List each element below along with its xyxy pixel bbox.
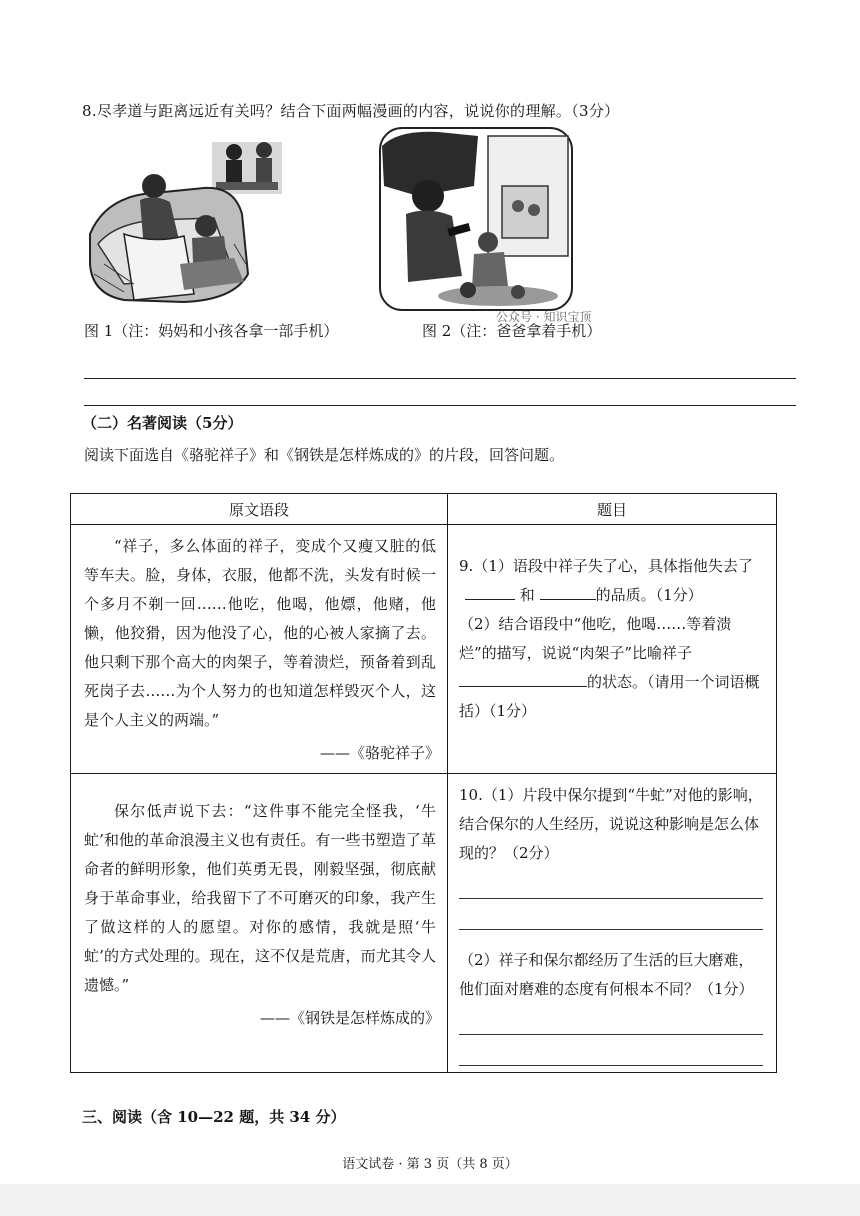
passage-1-text: “祥子，多么体面的祥子，变成个又瘦又脏的低等车夫。脸，身体，衣服，他都不洗，头发有时候一个多月不剃一回……他吃，他喝，他嫖，他赌，他懒，他狡猾，因为他没了心，他的心被人家摘了去。他只剩下那个高大的肉架子，等着溃烂，预备着到乱死岗子去……为个人努力的也知道怎样毁灭个人，这是个人主义的两端。” — [84, 537, 436, 729]
passage-2-source: ——《钢铁是怎样炼成的》 — [259, 1009, 440, 1027]
passage-2-cell — [71, 774, 448, 1073]
table-header-questions: 题目 — [448, 494, 777, 525]
reading-table — [70, 493, 777, 1073]
comic-2-illustration — [378, 126, 574, 312]
passage-1-cell — [71, 525, 448, 774]
question-10 — [449, 775, 775, 1070]
q9-blank-2[interactable] — [540, 581, 596, 600]
q9-part2-text-a: （2）结合语段中“他吃，他喝……等着溃烂”的描写，说说“肉架子”比喻祥子 — [459, 615, 732, 662]
q9-blank-3[interactable] — [459, 668, 587, 687]
figure-2-caption: 图 2（注：爸爸拿着手机） — [422, 322, 602, 340]
comic-figure-1 — [84, 124, 304, 316]
q10-answer-line-1[interactable] — [459, 868, 763, 899]
section-3-heading: 三、阅读（含 10—22 题，共 34 分） — [82, 1108, 346, 1126]
answer-line-q8-2 — [84, 405, 796, 406]
question-9-cell — [448, 525, 777, 774]
question-10-cell — [448, 774, 777, 1073]
bottom-bar — [0, 1184, 860, 1216]
q10-answer-line-4[interactable] — [459, 1035, 763, 1066]
q9-mid-text: 和 — [519, 586, 535, 604]
watermark-text: 公众号 · 知识宝顶 — [496, 310, 592, 324]
q10-answer-line-3[interactable] — [459, 1004, 763, 1035]
q10-part2-text: （2）祥子和保尔都经历了生活的巨大磨难，他们面对磨难的态度有何根本不同？（1分） — [459, 951, 754, 998]
q9-part2-text-b: 的状态。（请用一个词语概括）（1分） — [459, 673, 760, 720]
q9-part1-text: 9.（1）语段中祥子失了心，具体指他失去了 — [459, 557, 753, 575]
section-2-heading: （二）名著阅读（5分） — [82, 414, 243, 432]
page-footer: 语文试卷 · 第 3 页（共 8 页） — [342, 1157, 518, 1172]
question-9 — [449, 526, 775, 730]
table-header-passage: 原文语段 — [71, 494, 448, 525]
q9-tail-text: 的品质。（1分） — [595, 586, 703, 604]
comic-1-illustration — [84, 124, 304, 316]
question-8: 8.尽孝道与距离远近有关吗？结合下面两幅漫画的内容，说说你的理解。（3分） — [82, 102, 620, 120]
answer-line-q8-1 — [84, 378, 796, 379]
passage-2-text: 保尔低声说下去：“这件事不能完全怪我，‘牛虻’和他的革命浪漫主义也有责任。有一些书塑造了革命者的鲜明形象，他们英勇无畏，刚毅坚强，彻底献身于革命事业，给我留下了不可磨灭的印象，我产生了做这样的人的愿望。对你的感情，我就是照‘牛虻’的方式处理的。现在，这不仅是荒唐，而尤其令人遗憾。” — [84, 802, 436, 994]
q10-answer-line-2[interactable] — [459, 899, 763, 930]
passage-1-source: ——《骆驼祥子》 — [319, 744, 440, 762]
comic-figure-2 — [378, 126, 574, 312]
q9-blank-1[interactable] — [465, 581, 515, 600]
section-2-intro: 阅读下面选自《骆驼祥子》和《钢铁是怎样炼成的》的片段，回答问题。 — [84, 446, 565, 464]
figure-1-caption: 图 1（注：妈妈和小孩各拿一部手机） — [84, 322, 339, 340]
q10-part1-text: 10.（1）片段中保尔提到“牛虻”对他的影响，结合保尔的人生经历，说说这种影响是怎么体现的？（2分） — [459, 786, 763, 862]
